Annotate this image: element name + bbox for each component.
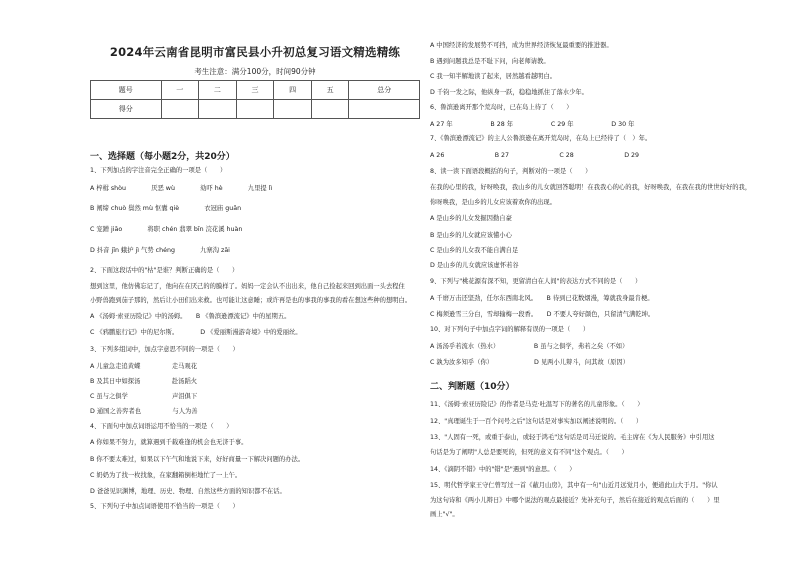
question-line: 小野兽跑到茄子那的，然后让小田们出来救。也可能让这意睡；或许再是也的事我的事我的看在想这些种的想明白。 [90,297,412,304]
question-line: 14、《滴阴不错》中的"错"是"遇到"的意思。（ ） [430,466,576,473]
score-cell[interactable] [311,100,349,119]
question-line: A 是山乡的儿女发掘因勤自豪 [430,215,512,222]
question-line: D 抖音 jīn 蛾护 jì 气势 chéng 九寨沟 zāi [90,247,230,254]
score-cell[interactable] [349,100,420,119]
question-line: A 你如果不努力，就算遇到千载难逢的机会也无济于事。 [90,439,248,446]
question-line: 11、《汤姆·索亚历险记》的作者是马克·吐温写下的著名的儿童形象。（ ） [430,401,644,408]
question-line: B 阐缔 chuò 鬓然 mù 怄囊 qiè 衣冠庙 guān [90,205,242,212]
question-line: 句话是为了阐明"人总是要死的，但死的意义有不同"这个观点。（ ） [430,449,628,456]
question-line: 想到这里，他仿佛忘记了，他向在在厌己的的膜样了。妈妈一定会认不出出来，他自己捡起来回到出面一头去程住 [90,283,405,290]
score-header-cell: 总分 [349,81,420,100]
question-line: 画上"√"。 [430,511,459,518]
score-cell[interactable] [161,100,199,119]
question-line: B 及其日中如探汤 赴汤蹈火 [90,378,198,385]
exam-notice: 考生注意：满分100分，时间90分钟 [194,67,316,76]
question-line: 4、下面句中加点词语运用不恰当的一项是（ ） [90,423,233,430]
question-line: C 虽与之俱学 声泪俱下 [90,393,198,400]
question-line: C 《鸦鹏旅行记》中的尼尔斯。 D 《爱丽斯漫游奇境》中的爱丽丝。 [90,329,302,336]
question-line: D 千钧一发之际，他纵身一跃，稳稳地抓住了落水少年。 [430,89,588,96]
score-cell[interactable] [274,100,312,119]
question-line: 8、读一读下面语段概括的句子，判断对的一项是（ ） [430,168,592,175]
question-line: 2、下面这段话中的"枯"是谁？判断正确的是（ ） [90,267,239,274]
question-line: D 通国之善弈者也 与人为善 [90,408,198,415]
question-line: C 梅须逊雪三分白，雪却输梅一段香。 D 不要人夸好颜色，只留清气满乾坤。 [430,311,655,318]
question-line: A 27 年 B 28 年 C 29 年 D 30 年 [430,121,635,128]
score-header-cell: 二 [199,81,237,100]
question-line: C 奶奶为了找一枚找象，在家翻箱倒柜地忙了一上午。 [90,472,242,479]
section-heading-choice: 一、选择题（每小题2分，共20分） [90,152,235,162]
question-line: 为这句诗和《两小儿辩日》中哪个说法的观点最接近？先补充句子，然后在接近的观点后面的（ ）里 [430,497,720,504]
score-header-row [91,81,420,100]
score-header-cell: 四 [274,81,312,100]
question-line: 1、下列加点的字注音完全正确的一项是（ ） [90,167,227,174]
question-line: C 孰为汝多知乎（你） D 见两小儿辩斗，问其故（原因） [430,359,630,366]
question-line: 3、下列多组词中，加点字意思不同的一项是（ ） [90,346,239,353]
question-line: D 是山乡的儿女就应该虚怀若谷 [430,262,519,269]
question-line: A 26 B 27 C 28 D 29 [430,152,640,159]
score-header-cell: 题号 [91,81,162,100]
score-cell[interactable] [236,100,274,119]
question-line: C 宠蹭 jiāo 将职 chén 翡翠 bīn 浣花溪 huàn [90,226,243,233]
question-line: D 爸爸见识渊博，地理、历史、物理、自然这些方面的知识都不在话。 [90,488,286,495]
score-header-cell: 三 [236,81,274,100]
question-line: 在我的心里的我，好呀唤我，我山乡的儿女就回答聪明！在我我心的心的我，好呀唤我，在我在我的世世好好的我， [430,184,752,191]
question-line: 7、《鲁滨逊漂流记》的主人公鲁滨逊在离开荒岛时，在岛上已经待了（ ）年。 [430,135,652,142]
score-cell[interactable] [199,100,237,119]
question-line: 10、对下列句子中加点字词的解释有误的一项是（ ） [430,326,590,333]
score-header-cell: 五 [311,81,349,100]
question-line: B 遇到问题我总是不耻下问，向老师请教。 [430,58,550,65]
section-heading-judge: 二、判断题（10分） [430,382,515,392]
score-table [90,80,420,119]
question-line: 12、"真理诞生于一百个问号之后"这句话是对事实加以阐述说明的。（ ） [430,418,643,425]
exam-title: 2024年云南省昆明市富民县小升初总复习语文精选精练 [109,45,401,59]
question-line: A 儿童急走追黄蝶 走马观花 [90,363,198,370]
question-line: 你呀唤我，是山乡的儿女应该着欢你的出现。 [430,199,556,206]
question-line: 9、下列与"桃花源有深不知，更留清白在人间"的表达方式不同的是（ ） [430,278,642,285]
score-header-cell: 一 [161,81,199,100]
question-line: 15、明代哲学家王守仁曾写过一首《蔽月山房》，其中有一句"山近月远觉月小，便道此山大于月。"你认 [430,482,718,489]
question-line: 13、"人固有一死，或重于泰山，或轻于鸿毛"这句话是司马迁说的。毛主席在《为人民服务》中引用这 [430,434,715,441]
score-row [91,100,420,119]
question-line: B 你不要太难过，如果以下午气和地说下来，好好商量一下解决问题的办法。 [90,456,305,463]
question-line: A 梓楫 shòu 厌恶 wù 劾吓 hè 九里提 lì [90,185,273,192]
question-line: B 是山乡的儿女就应该懂小心 [430,232,512,239]
question-line: 5、下列句子中加点词语使用不恰当的一项是（ ） [90,503,239,510]
question-line: A 千磨万击还坚劲，任尔东西南北风。 B 待到已花数烟漫，筹就我身最肯梗。 [430,295,654,302]
score-row-label: 得分 [91,100,162,119]
question-line: 6、鲁滨逊离开那个荒岛时，已在岛上待了（ ） [430,104,573,111]
question-line: A 汤汤乎若流水（热水） B 虽与之俱学，弗若之矣（不如） [430,343,629,350]
question-line: A 中国经济的发展势不可挡，成为世界经济恢复最重要的推进器。 [430,42,613,49]
question-line: C 是山乡的儿女我不能自满自足 [430,247,519,254]
question-line: A 《汤姆·索亚历险记》中的汤姆。 B 《鲁滨逊漂流记》中的星期五。 [90,313,291,320]
question-line: C 我一知半解地读了起来，居然越看越明白。 [430,73,557,80]
